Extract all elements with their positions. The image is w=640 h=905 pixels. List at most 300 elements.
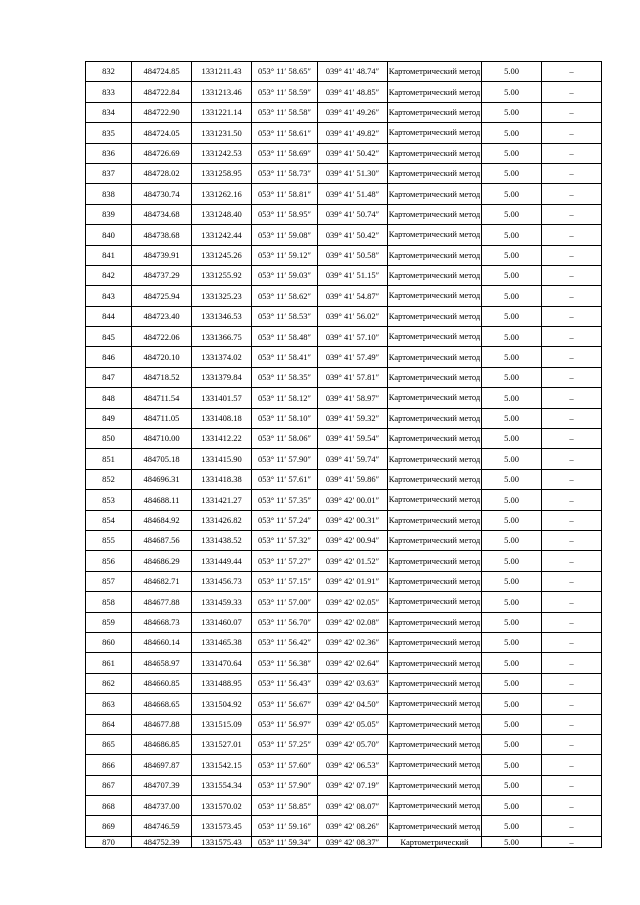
table-row — [86, 367, 602, 387]
point-number-cell: 867 — [86, 775, 132, 795]
y-coordinate-cell: 1331456.73 — [192, 571, 252, 591]
method-cell: Картометрический метод — [388, 530, 482, 550]
longitude-cell: 039° 41′ 59.86″ — [318, 469, 388, 489]
x-coordinate-cell: 484738.68 — [132, 225, 192, 245]
table-row — [86, 123, 602, 143]
x-coordinate-cell: 484723.40 — [132, 306, 192, 326]
note-cell: – — [542, 143, 602, 163]
latitude-cell: 053° 11′ 56.42″ — [252, 632, 318, 652]
point-number-cell: 859 — [86, 612, 132, 632]
longitude-cell: 039° 42′ 00.01″ — [318, 490, 388, 510]
accuracy-cell: 5.00 — [482, 694, 542, 714]
method-cell: Картометрический метод — [388, 184, 482, 204]
point-number-cell: 856 — [86, 551, 132, 571]
latitude-cell: 053° 11′ 56.38″ — [252, 653, 318, 673]
point-number-cell: 842 — [86, 265, 132, 285]
method-cell: Картометрический метод — [388, 265, 482, 285]
note-cell: – — [542, 836, 602, 847]
longitude-cell: 039° 42′ 00.94″ — [318, 530, 388, 550]
note-cell: – — [542, 102, 602, 122]
method-cell: Картометрический метод — [388, 449, 482, 469]
table-row — [86, 734, 602, 754]
method-cell: Картометрический метод — [388, 82, 482, 102]
accuracy-cell: 5.00 — [482, 408, 542, 428]
point-number-cell: 849 — [86, 408, 132, 428]
point-number-cell: 855 — [86, 530, 132, 550]
latitude-cell: 053° 11′ 57.15″ — [252, 571, 318, 591]
point-number-cell: 840 — [86, 225, 132, 245]
accuracy-cell: 5.00 — [482, 163, 542, 183]
accuracy-cell: 5.00 — [482, 632, 542, 652]
table-row — [86, 755, 602, 775]
y-coordinate-cell: 1331438.52 — [192, 530, 252, 550]
table-row — [86, 673, 602, 693]
x-coordinate-cell: 484752.39 — [132, 836, 192, 847]
point-number-cell: 852 — [86, 469, 132, 489]
point-number-cell: 861 — [86, 653, 132, 673]
latitude-cell: 053° 11′ 58.58″ — [252, 102, 318, 122]
latitude-cell: 053° 11′ 58.48″ — [252, 327, 318, 347]
y-coordinate-cell: 1331346.53 — [192, 306, 252, 326]
x-coordinate-cell: 484724.85 — [132, 62, 192, 82]
method-cell: Картометрический метод — [388, 102, 482, 122]
note-cell: – — [542, 551, 602, 571]
accuracy-cell: 5.00 — [482, 82, 542, 102]
longitude-cell: 039° 41′ 51.15″ — [318, 265, 388, 285]
point-number-cell: 841 — [86, 245, 132, 265]
note-cell: – — [542, 184, 602, 204]
x-coordinate-cell: 484739.91 — [132, 245, 192, 265]
method-cell: Картометрический метод — [388, 327, 482, 347]
accuracy-cell: 5.00 — [482, 530, 542, 550]
accuracy-cell: 5.00 — [482, 775, 542, 795]
table-row — [86, 286, 602, 306]
accuracy-cell: 5.00 — [482, 571, 542, 591]
table-row — [86, 388, 602, 408]
accuracy-cell: 5.00 — [482, 62, 542, 82]
table-row — [86, 510, 602, 530]
table-row — [86, 714, 602, 734]
point-number-cell: 838 — [86, 184, 132, 204]
note-cell: – — [542, 632, 602, 652]
x-coordinate-cell: 484722.84 — [132, 82, 192, 102]
longitude-cell: 039° 42′ 05.70″ — [318, 734, 388, 754]
point-number-cell: 845 — [86, 327, 132, 347]
note-cell: – — [542, 429, 602, 449]
table-row — [86, 694, 602, 714]
table-row — [86, 612, 602, 632]
y-coordinate-cell: 1331415.90 — [192, 449, 252, 469]
accuracy-cell: 5.00 — [482, 836, 542, 847]
accuracy-cell: 5.00 — [482, 306, 542, 326]
method-cell: Картометрический метод — [388, 816, 482, 836]
note-cell: – — [542, 694, 602, 714]
longitude-cell: 039° 42′ 05.05″ — [318, 714, 388, 734]
note-cell: – — [542, 82, 602, 102]
x-coordinate-cell: 484668.73 — [132, 612, 192, 632]
note-cell: – — [542, 714, 602, 734]
accuracy-cell: 5.00 — [482, 816, 542, 836]
x-coordinate-cell: 484684.92 — [132, 510, 192, 530]
table-row — [86, 204, 602, 224]
method-cell: Картометрический метод — [388, 225, 482, 245]
longitude-cell: 039° 41′ 59.54″ — [318, 429, 388, 449]
x-coordinate-cell: 484687.56 — [132, 530, 192, 550]
x-coordinate-cell: 484686.29 — [132, 551, 192, 571]
accuracy-cell: 5.00 — [482, 286, 542, 306]
latitude-cell: 053° 11′ 58.06″ — [252, 429, 318, 449]
accuracy-cell: 5.00 — [482, 327, 542, 347]
longitude-cell: 039° 42′ 00.31″ — [318, 510, 388, 530]
accuracy-cell: 5.00 — [482, 469, 542, 489]
x-coordinate-cell: 484658.97 — [132, 653, 192, 673]
latitude-cell: 053° 11′ 59.03″ — [252, 265, 318, 285]
note-cell: – — [542, 62, 602, 82]
latitude-cell: 053° 11′ 58.81″ — [252, 184, 318, 204]
table-row — [86, 265, 602, 285]
longitude-cell: 039° 41′ 50.74″ — [318, 204, 388, 224]
point-number-cell: 837 — [86, 163, 132, 183]
longitude-cell: 039° 41′ 57.81″ — [318, 367, 388, 387]
y-coordinate-cell: 1331401.57 — [192, 388, 252, 408]
method-cell: Картометрический метод — [388, 245, 482, 265]
note-cell: – — [542, 816, 602, 836]
latitude-cell: 053° 11′ 58.61″ — [252, 123, 318, 143]
point-number-cell: 833 — [86, 82, 132, 102]
note-cell: – — [542, 123, 602, 143]
latitude-cell: 053° 11′ 58.62″ — [252, 286, 318, 306]
longitude-cell: 039° 42′ 02.36″ — [318, 632, 388, 652]
table-row — [86, 775, 602, 795]
latitude-cell: 053° 11′ 57.60″ — [252, 755, 318, 775]
x-coordinate-cell: 484720.10 — [132, 347, 192, 367]
method-cell: Картометрический метод — [388, 775, 482, 795]
x-coordinate-cell: 484711.54 — [132, 388, 192, 408]
longitude-cell: 039° 41′ 57.10″ — [318, 327, 388, 347]
note-cell: – — [542, 530, 602, 550]
accuracy-cell: 5.00 — [482, 123, 542, 143]
longitude-cell: 039° 41′ 58.97″ — [318, 388, 388, 408]
point-number-cell: 835 — [86, 123, 132, 143]
table-row — [86, 225, 602, 245]
method-cell: Картометрический — [388, 836, 482, 847]
table-row — [86, 62, 602, 82]
method-cell: Картометрический метод — [388, 755, 482, 775]
accuracy-cell: 5.00 — [482, 796, 542, 816]
accuracy-cell: 5.00 — [482, 734, 542, 754]
method-cell: Картометрический метод — [388, 123, 482, 143]
accuracy-cell: 5.00 — [482, 347, 542, 367]
latitude-cell: 053° 11′ 56.67″ — [252, 694, 318, 714]
latitude-cell: 053° 11′ 59.16″ — [252, 816, 318, 836]
table-row — [86, 632, 602, 652]
note-cell: – — [542, 612, 602, 632]
method-cell: Картометрический метод — [388, 204, 482, 224]
method-cell: Картометрический метод — [388, 429, 482, 449]
note-cell: – — [542, 245, 602, 265]
method-cell: Картометрический метод — [388, 694, 482, 714]
point-number-cell: 863 — [86, 694, 132, 714]
x-coordinate-cell: 484686.85 — [132, 734, 192, 754]
method-cell: Картометрический метод — [388, 612, 482, 632]
point-number-cell: 857 — [86, 571, 132, 591]
point-number-cell: 846 — [86, 347, 132, 367]
y-coordinate-cell: 1331542.15 — [192, 755, 252, 775]
x-coordinate-cell: 484697.87 — [132, 755, 192, 775]
latitude-cell: 053° 11′ 57.24″ — [252, 510, 318, 530]
longitude-cell: 039° 41′ 50.58″ — [318, 245, 388, 265]
y-coordinate-cell: 1331504.92 — [192, 694, 252, 714]
latitude-cell: 053° 11′ 57.27″ — [252, 551, 318, 571]
table-row — [86, 163, 602, 183]
point-number-cell: 847 — [86, 367, 132, 387]
point-number-cell: 843 — [86, 286, 132, 306]
note-cell: – — [542, 265, 602, 285]
table-row — [86, 347, 602, 367]
latitude-cell: 053° 11′ 57.90″ — [252, 449, 318, 469]
x-coordinate-cell: 484688.11 — [132, 490, 192, 510]
note-cell: – — [542, 469, 602, 489]
x-coordinate-cell: 484730.74 — [132, 184, 192, 204]
latitude-cell: 053° 11′ 57.61″ — [252, 469, 318, 489]
x-coordinate-cell: 484660.14 — [132, 632, 192, 652]
note-cell: – — [542, 775, 602, 795]
point-number-cell: 854 — [86, 510, 132, 530]
note-cell: – — [542, 163, 602, 183]
method-cell: Картометрический метод — [388, 62, 482, 82]
point-number-cell: 848 — [86, 388, 132, 408]
method-cell: Картометрический метод — [388, 734, 482, 754]
y-coordinate-cell: 1331248.40 — [192, 204, 252, 224]
table-row — [86, 551, 602, 571]
method-cell: Картометрический метод — [388, 143, 482, 163]
point-number-cell: 851 — [86, 449, 132, 469]
longitude-cell: 039° 42′ 08.07″ — [318, 796, 388, 816]
point-number-cell: 864 — [86, 714, 132, 734]
note-cell: – — [542, 571, 602, 591]
latitude-cell: 053° 11′ 58.59″ — [252, 82, 318, 102]
y-coordinate-cell: 1331245.26 — [192, 245, 252, 265]
longitude-cell: 039° 41′ 59.74″ — [318, 449, 388, 469]
table-row — [86, 184, 602, 204]
point-number-cell: 844 — [86, 306, 132, 326]
coordinates-table — [85, 61, 602, 848]
longitude-cell: 039° 41′ 51.30″ — [318, 163, 388, 183]
note-cell: – — [542, 225, 602, 245]
table-row — [86, 530, 602, 550]
y-coordinate-cell: 1331515.09 — [192, 714, 252, 734]
y-coordinate-cell: 1331325.23 — [192, 286, 252, 306]
longitude-cell: 039° 42′ 03.63″ — [318, 673, 388, 693]
method-cell: Картометрический метод — [388, 347, 482, 367]
longitude-cell: 039° 42′ 06.53″ — [318, 755, 388, 775]
latitude-cell: 053° 11′ 58.35″ — [252, 367, 318, 387]
longitude-cell: 039° 42′ 04.50″ — [318, 694, 388, 714]
table-body — [86, 62, 602, 848]
note-cell: – — [542, 306, 602, 326]
table-row — [86, 429, 602, 449]
latitude-cell: 053° 11′ 59.34″ — [252, 836, 318, 847]
method-cell: Картометрический метод — [388, 551, 482, 571]
longitude-cell: 039° 42′ 01.52″ — [318, 551, 388, 571]
latitude-cell: 053° 11′ 58.10″ — [252, 408, 318, 428]
note-cell: – — [542, 592, 602, 612]
table-row — [86, 245, 602, 265]
accuracy-cell: 5.00 — [482, 184, 542, 204]
note-cell: – — [542, 755, 602, 775]
latitude-cell: 053° 11′ 58.85″ — [252, 796, 318, 816]
note-cell: – — [542, 734, 602, 754]
latitude-cell: 053° 11′ 58.95″ — [252, 204, 318, 224]
y-coordinate-cell: 1331527.01 — [192, 734, 252, 754]
latitude-cell: 053° 11′ 58.41″ — [252, 347, 318, 367]
y-coordinate-cell: 1331213.46 — [192, 82, 252, 102]
table-row — [86, 592, 602, 612]
method-cell: Картометрический метод — [388, 163, 482, 183]
accuracy-cell: 5.00 — [482, 265, 542, 285]
longitude-cell: 039° 42′ 02.05″ — [318, 592, 388, 612]
note-cell: – — [542, 204, 602, 224]
table-row — [86, 408, 602, 428]
method-cell: Картометрический метод — [388, 571, 482, 591]
longitude-cell: 039° 42′ 02.08″ — [318, 612, 388, 632]
latitude-cell: 053° 11′ 58.73″ — [252, 163, 318, 183]
accuracy-cell: 5.00 — [482, 510, 542, 530]
accuracy-cell: 5.00 — [482, 592, 542, 612]
accuracy-cell: 5.00 — [482, 653, 542, 673]
point-number-cell: 862 — [86, 673, 132, 693]
x-coordinate-cell: 484682.71 — [132, 571, 192, 591]
latitude-cell: 053° 11′ 57.32″ — [252, 530, 318, 550]
longitude-cell: 039° 42′ 08.26″ — [318, 816, 388, 836]
y-coordinate-cell: 1331262.16 — [192, 184, 252, 204]
latitude-cell: 053° 11′ 57.90″ — [252, 775, 318, 795]
x-coordinate-cell: 484718.52 — [132, 367, 192, 387]
point-number-cell: 832 — [86, 62, 132, 82]
y-coordinate-cell: 1331211.43 — [192, 62, 252, 82]
accuracy-cell: 5.00 — [482, 204, 542, 224]
table-row — [86, 816, 602, 836]
table-row — [86, 571, 602, 591]
latitude-cell: 053° 11′ 58.65″ — [252, 62, 318, 82]
latitude-cell: 053° 11′ 58.12″ — [252, 388, 318, 408]
accuracy-cell: 5.00 — [482, 225, 542, 245]
method-cell: Картометрический метод — [388, 632, 482, 652]
method-cell: Картометрический метод — [388, 592, 482, 612]
y-coordinate-cell: 1331575.43 — [192, 836, 252, 847]
x-coordinate-cell: 484707.39 — [132, 775, 192, 795]
note-cell: – — [542, 510, 602, 530]
note-cell: – — [542, 286, 602, 306]
method-cell: Картометрический метод — [388, 306, 482, 326]
table-row — [86, 82, 602, 102]
y-coordinate-cell: 1331470.64 — [192, 653, 252, 673]
method-cell: Картометрический метод — [388, 286, 482, 306]
x-coordinate-cell: 484724.05 — [132, 123, 192, 143]
y-coordinate-cell: 1331242.53 — [192, 143, 252, 163]
note-cell: – — [542, 490, 602, 510]
longitude-cell: 039° 41′ 49.82″ — [318, 123, 388, 143]
table-row — [86, 102, 602, 122]
y-coordinate-cell: 1331570.02 — [192, 796, 252, 816]
method-cell: Картометрический метод — [388, 490, 482, 510]
x-coordinate-cell: 484705.18 — [132, 449, 192, 469]
x-coordinate-cell: 484726.69 — [132, 143, 192, 163]
point-number-cell: 866 — [86, 755, 132, 775]
y-coordinate-cell: 1331258.95 — [192, 163, 252, 183]
latitude-cell: 053° 11′ 59.12″ — [252, 245, 318, 265]
x-coordinate-cell: 484737.29 — [132, 265, 192, 285]
x-coordinate-cell: 484711.05 — [132, 408, 192, 428]
method-cell: Картометрический метод — [388, 510, 482, 530]
accuracy-cell: 5.00 — [482, 388, 542, 408]
x-coordinate-cell: 484734.68 — [132, 204, 192, 224]
point-number-cell: 870 — [86, 836, 132, 847]
y-coordinate-cell: 1331421.27 — [192, 490, 252, 510]
method-cell: Картометрический метод — [388, 367, 482, 387]
x-coordinate-cell: 484710.00 — [132, 429, 192, 449]
point-number-cell: 834 — [86, 102, 132, 122]
accuracy-cell: 5.00 — [482, 673, 542, 693]
method-cell: Картометрический метод — [388, 388, 482, 408]
accuracy-cell: 5.00 — [482, 245, 542, 265]
table-row — [86, 836, 602, 847]
y-coordinate-cell: 1331221.14 — [192, 102, 252, 122]
note-cell: – — [542, 408, 602, 428]
accuracy-cell: 5.00 — [482, 449, 542, 469]
accuracy-cell: 5.00 — [482, 490, 542, 510]
x-coordinate-cell: 484668.65 — [132, 694, 192, 714]
accuracy-cell: 5.00 — [482, 755, 542, 775]
method-cell: Картометрический метод — [388, 408, 482, 428]
longitude-cell: 039° 41′ 51.48″ — [318, 184, 388, 204]
table-row — [86, 796, 602, 816]
longitude-cell: 039° 42′ 01.91″ — [318, 571, 388, 591]
y-coordinate-cell: 1331242.44 — [192, 225, 252, 245]
longitude-cell: 039° 42′ 07.19″ — [318, 775, 388, 795]
table-row — [86, 653, 602, 673]
longitude-cell: 039° 41′ 50.42″ — [318, 225, 388, 245]
point-number-cell: 865 — [86, 734, 132, 754]
accuracy-cell: 5.00 — [482, 429, 542, 449]
latitude-cell: 053° 11′ 56.70″ — [252, 612, 318, 632]
longitude-cell: 039° 41′ 54.87″ — [318, 286, 388, 306]
x-coordinate-cell: 484737.00 — [132, 796, 192, 816]
y-coordinate-cell: 1331379.84 — [192, 367, 252, 387]
latitude-cell: 053° 11′ 59.08″ — [252, 225, 318, 245]
latitude-cell: 053° 11′ 58.69″ — [252, 143, 318, 163]
table-row — [86, 306, 602, 326]
longitude-cell: 039° 41′ 59.32″ — [318, 408, 388, 428]
y-coordinate-cell: 1331418.38 — [192, 469, 252, 489]
point-number-cell: 869 — [86, 816, 132, 836]
accuracy-cell: 5.00 — [482, 551, 542, 571]
note-cell: – — [542, 673, 602, 693]
y-coordinate-cell: 1331426.82 — [192, 510, 252, 530]
x-coordinate-cell: 484722.90 — [132, 102, 192, 122]
y-coordinate-cell: 1331573.45 — [192, 816, 252, 836]
x-coordinate-cell: 484696.31 — [132, 469, 192, 489]
y-coordinate-cell: 1331255.92 — [192, 265, 252, 285]
method-cell: Картометрический метод — [388, 653, 482, 673]
y-coordinate-cell: 1331408.18 — [192, 408, 252, 428]
latitude-cell: 053° 11′ 57.25″ — [252, 734, 318, 754]
longitude-cell: 039° 41′ 50.42″ — [318, 143, 388, 163]
note-cell: – — [542, 388, 602, 408]
y-coordinate-cell: 1331449.44 — [192, 551, 252, 571]
table-row — [86, 449, 602, 469]
latitude-cell: 053° 11′ 57.00″ — [252, 592, 318, 612]
